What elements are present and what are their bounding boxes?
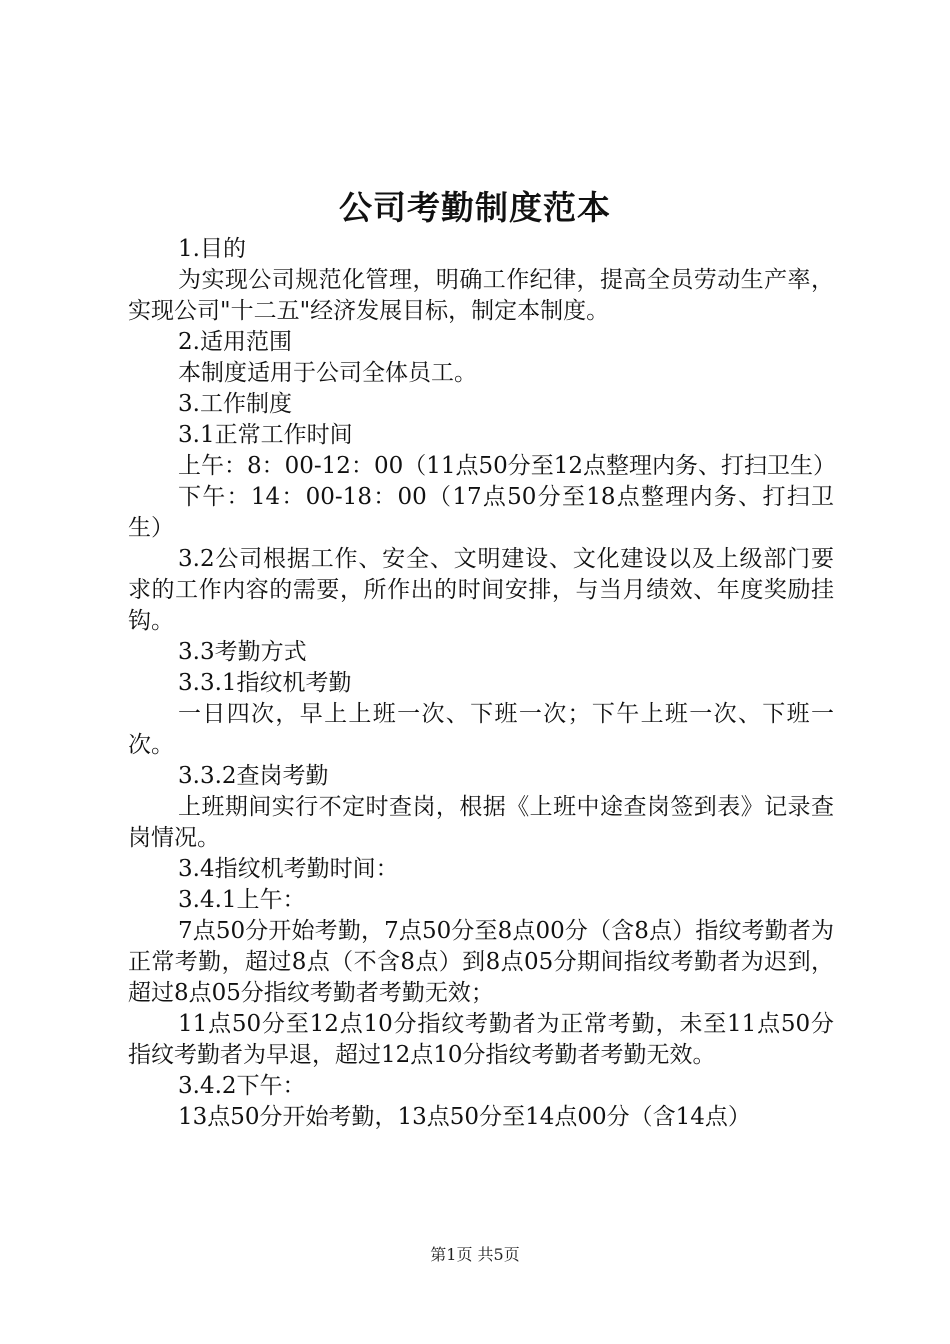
paragraph: 3.4指纹机考勤时间：: [178, 856, 399, 882]
paragraph: 为实现公司规范化管理，明确工作纪律，提高全员劳动生产率，实现公司"十二五"经济发展目标，制定本制度。: [128, 267, 834, 324]
paragraph: 3.1正常工作时间: [178, 422, 353, 448]
paragraph: 1.目的: [178, 236, 246, 262]
paragraph: 一日四次，早上上班一次、下班一次；下午上班一次、下班一次。: [128, 701, 834, 758]
paragraph: 3.工作制度: [178, 391, 292, 417]
paragraph: 3.4.2下午：: [178, 1073, 306, 1099]
paragraph: 下午：14：00-18：00（17点50分至18点整理内务、打扫卫生）: [128, 484, 834, 541]
paragraph: 13点50分开始考勤，13点50分至14点00分（含14点）: [178, 1104, 751, 1130]
page-footer: 第1页 共5页: [430, 1245, 520, 1264]
paragraph: 3.4.1上午：: [178, 887, 306, 913]
paragraph: 上午：8：00-12：00（11点50分至12点整理内务、打扫卫生）: [178, 453, 837, 479]
paragraph: 3.3考勤方式: [178, 639, 307, 665]
paragraph: 上班期间实行不定时查岗，根据《上班中途查岗签到表》记录查岗情况。: [128, 794, 834, 851]
document-body: [128, 234, 837, 1133]
page-title: 公司考勤制度范本: [339, 188, 611, 227]
paragraph: 2.适用范围: [178, 329, 292, 355]
paragraph: 7点50分开始考勤，7点50分至8点00分（含8点）指纹考勤者为正常考勤，超过8点（不含8点）到8点05分期间指纹考勤者为迟到，超过8点05分指纹考勤者考勤无效；: [128, 918, 834, 1006]
paragraph: 本制度适用于公司全体员工。: [178, 360, 477, 386]
paragraph: 3.3.2查岗考勤: [178, 763, 329, 789]
paragraph: 3.3.1指纹机考勤: [178, 670, 352, 696]
paragraph: 3.2公司根据工作、安全、文明建设、文化建设以及上级部门要求的工作内容的需要，所作出的时间安排，与当月绩效、年度奖励挂钩。: [128, 546, 834, 634]
paragraph: 11点50分至12点10分指纹考勤者为正常考勤，未至11点50分指纹考勤者为早退，超过12点10分指纹考勤者考勤无效。: [128, 1011, 834, 1068]
